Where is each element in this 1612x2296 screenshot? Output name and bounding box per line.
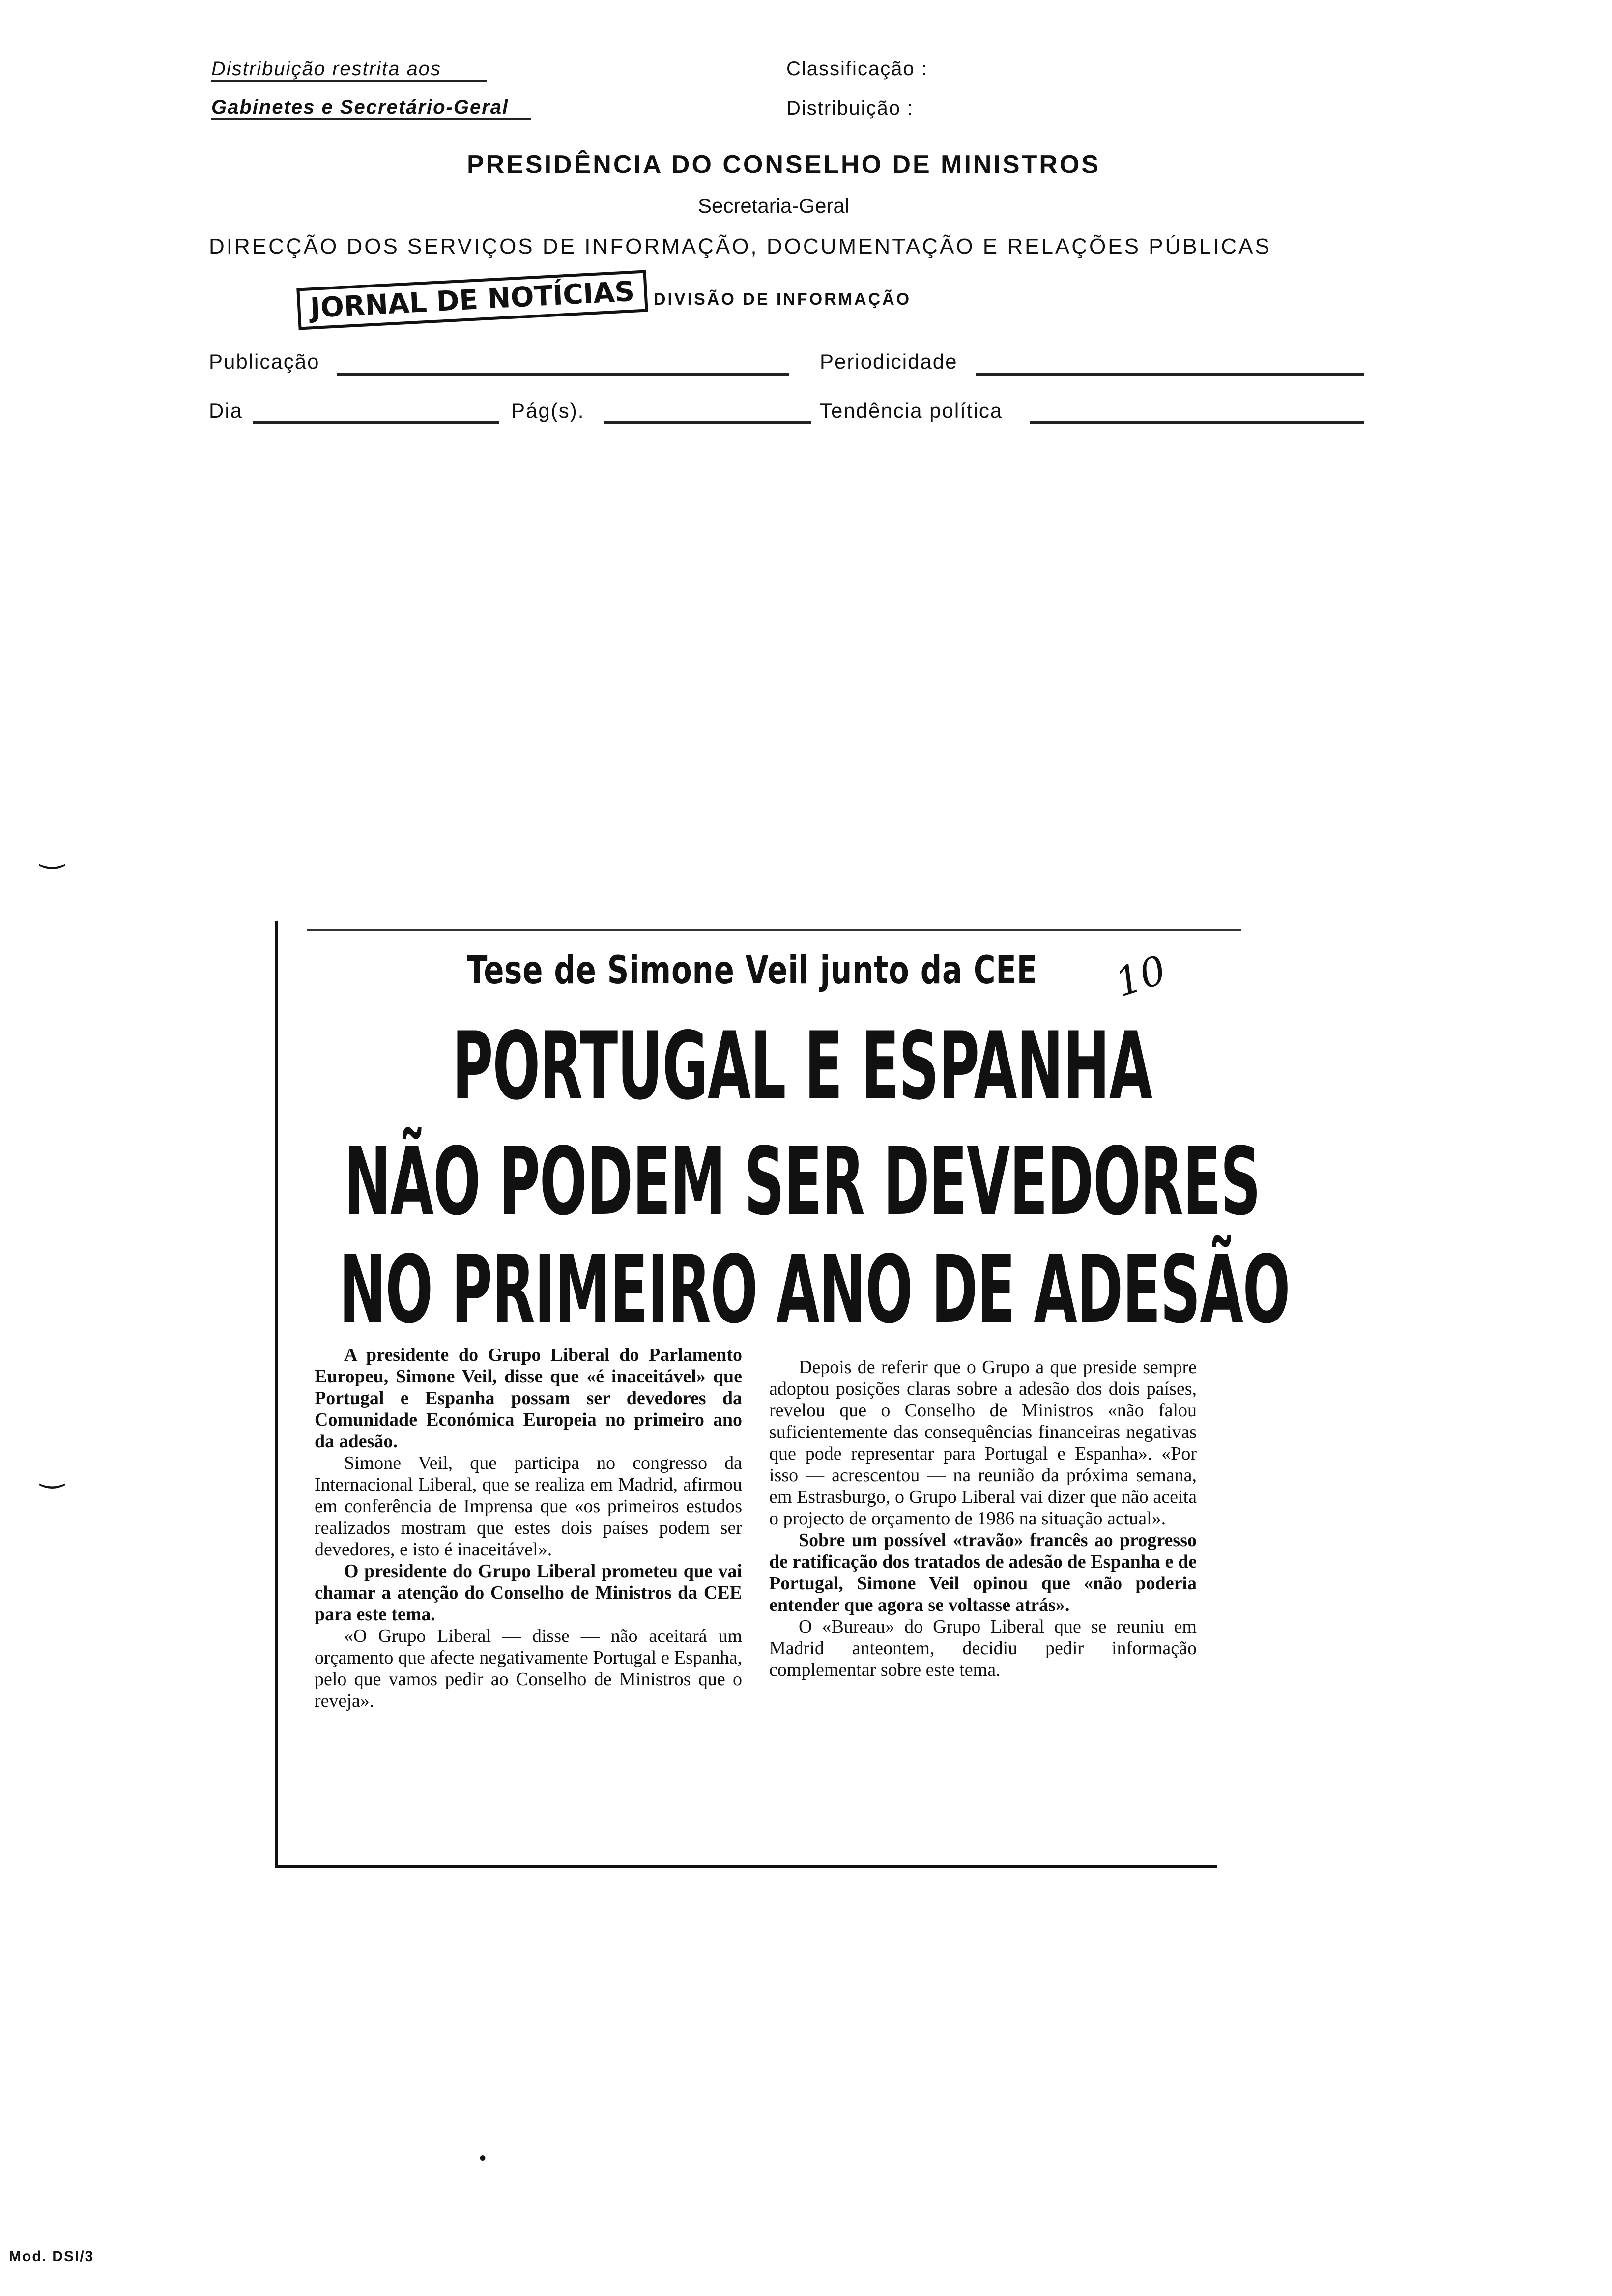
margin-mark: ‿ xyxy=(40,836,64,869)
article-kicker: Tese de Simone Veil junto da CEE xyxy=(467,948,1037,993)
handwritten-date: 10 xyxy=(1110,947,1172,1006)
political-tendency-label: Tendência política xyxy=(820,399,1003,422)
newspaper-stamp: JORNAL DE NOTÍCIAS xyxy=(296,270,648,330)
paragraph: «O Grupo Liberal — disse — não aceitará um orçamento que afecte negativamente Portugal e Espanha, pelo que vamos pedir ao Conselho de Ministros que o reveja». xyxy=(315,1626,742,1711)
article-left-column xyxy=(315,1344,742,1712)
headline-line-1: PORTUGAL E ESPANHA xyxy=(452,1012,1152,1120)
distribution-line-1: Distribuição restrita aos xyxy=(211,58,487,82)
paragraph: Depois de referir que o Grupo a que preside sempre adoptou posições claras sobre a adesão dos dois países, revelou que o Conselho de Ministros «não falou suficientemente das consequências financeiras negativas que pode representar para Portugal e Espanha». «Por isso — acrescentou — na reunião da próxima semana, em Estrasburgo, o Grupo Liberal vai dizer que não aceita o projecto de orçamento de 1986 na situação actual». xyxy=(769,1357,1197,1529)
model-code: Mod. DSI/3 xyxy=(9,2248,94,2265)
headline-line-3: NO PRIMEIRO ANO DE ADESÃO xyxy=(339,1235,1290,1344)
paragraph: Simone Veil, que participa no congresso da Internacional Liberal, que se realiza em Madrid, afirmou em conferência de Imprensa que «os primeiros estudos realizados mostram que estes dois países podem ser devedores, e isto é inaceitável». xyxy=(315,1453,742,1560)
day-line xyxy=(253,421,499,424)
direction-line: DIRECÇÃO DOS SERVIÇOS DE INFORMAÇÃO, DOCUMENTAÇÃO E RELAÇÕES PÚBLICAS xyxy=(209,234,1271,258)
division-label: DIVISÃO DE INFORMAÇÃO xyxy=(654,290,912,309)
paragraph: O «Bureau» do Grupo Liberal que se reuniu em Madrid anteontem, decidiu pedir informação complementar sobre este tema. xyxy=(769,1616,1197,1680)
pages-label: Pág(s). xyxy=(511,399,585,422)
paragraph: A presidente do Grupo Liberal do Parlamento Europeu, Simone Veil, disse que «é inaceitável» que Portugal e Espanha possam ser devedores da Comunidade Económica Europeia no primeiro ano da adesão. xyxy=(315,1345,742,1452)
classification-label: Classificação : xyxy=(786,58,928,80)
headline-line-2: NÃO PODEM SER DEVEDORES xyxy=(344,1127,1261,1236)
paragraph: Sobre um possível «travão» francês ao progresso de ratificação dos tratados de adesão de Espanha e de Portugal, Simone Veil opinou que «não poderia entender que agora se voltasse atrás». xyxy=(769,1530,1197,1615)
pages-line xyxy=(604,421,811,424)
periodicity-label: Periodicidade xyxy=(820,350,958,373)
distribution-line-2: Gabinetes e Secretário-Geral xyxy=(211,96,531,120)
paragraph: O presidente do Grupo Liberal prometeu que vai chamar a atenção do Conselho de Ministros da CEE para este tema. xyxy=(315,1561,742,1625)
page-subtitle: Secretaria-Geral xyxy=(698,194,850,217)
publication-line xyxy=(337,373,789,376)
page-title: PRESIDÊNCIA DO CONSELHO DE MINISTROS xyxy=(467,150,1101,179)
margin-mark: ‿ xyxy=(40,1455,64,1488)
clipping-top-border xyxy=(307,929,1241,931)
periodicity-line xyxy=(976,373,1364,376)
distribution-label: Distribuição : xyxy=(786,97,914,119)
publication-label: Publicação xyxy=(209,350,320,373)
stray-dot: • xyxy=(479,2148,487,2169)
political-tendency-line xyxy=(1030,421,1364,424)
day-label: Dia xyxy=(209,399,243,422)
article-right-column xyxy=(769,1356,1197,1681)
